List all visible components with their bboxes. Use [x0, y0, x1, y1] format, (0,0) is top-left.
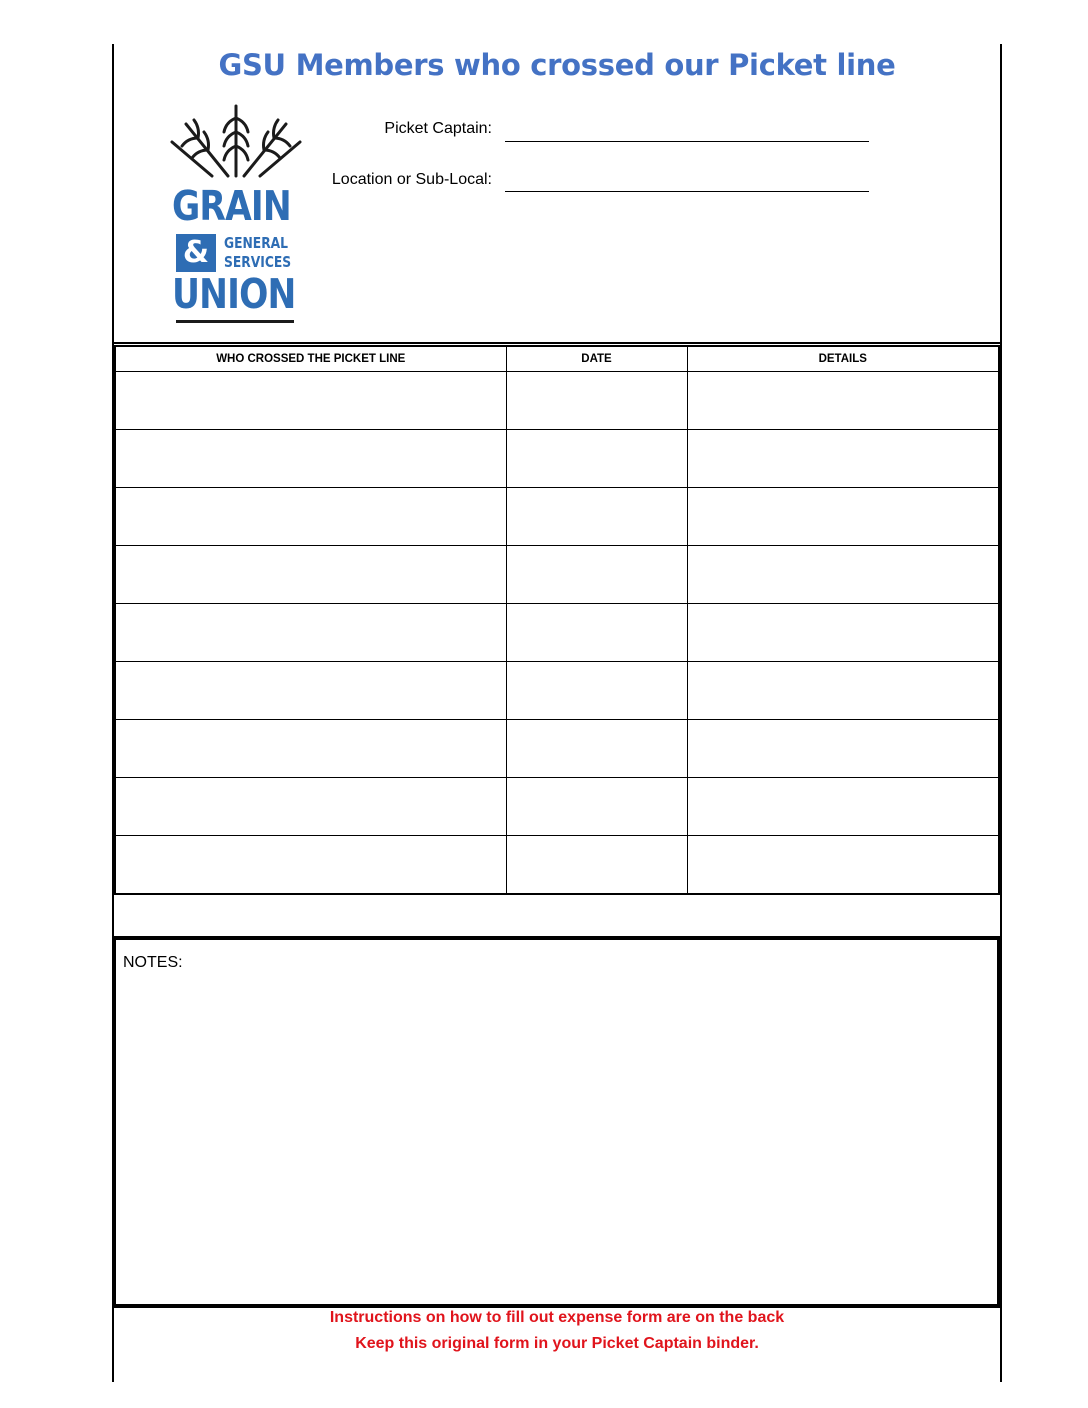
logo-union-text: UNION	[172, 270, 296, 318]
date-cell[interactable]	[506, 662, 687, 720]
picket-captain-label: Picket Captain:	[384, 120, 492, 137]
notes-label: NOTES:	[123, 954, 183, 971]
details-cell[interactable]	[687, 836, 999, 895]
date-cell[interactable]	[506, 604, 687, 662]
logo-general-text: GENERAL	[224, 234, 289, 252]
table-row	[115, 836, 999, 895]
who-cell[interactable]	[115, 430, 506, 488]
column-header-who: WHO CROSSED THE PICKET LINE	[115, 346, 506, 372]
date-cell[interactable]	[506, 836, 687, 895]
logo-ampersand: &	[176, 234, 216, 272]
wheat-sheaf-icon	[168, 104, 304, 184]
gsu-logo	[168, 104, 304, 330]
date-cell[interactable]	[506, 720, 687, 778]
table-row	[115, 488, 999, 546]
logo-underline	[176, 320, 294, 323]
table-row	[115, 604, 999, 662]
date-cell[interactable]	[506, 778, 687, 836]
footer-keep-original: Keep this original form in your Picket Captain binder.	[355, 1335, 759, 1352]
logo-grain-text: GRAIN	[172, 182, 291, 230]
column-header-date: DATE	[506, 346, 687, 372]
footer-divider	[114, 1304, 1000, 1306]
table-row	[115, 430, 999, 488]
table-row	[115, 546, 999, 604]
details-cell[interactable]	[687, 372, 999, 430]
table-header-row	[115, 346, 999, 372]
details-cell[interactable]	[687, 430, 999, 488]
who-cell[interactable]	[115, 546, 506, 604]
column-header-details: DETAILS	[687, 346, 999, 372]
date-cell[interactable]	[506, 546, 687, 604]
table-row	[115, 778, 999, 836]
form-title: GSU Members who crossed our Picket line	[218, 48, 896, 82]
header-separator	[114, 342, 1000, 344]
details-cell[interactable]	[687, 488, 999, 546]
crossing-log-table	[114, 345, 1000, 895]
date-cell[interactable]	[506, 430, 687, 488]
details-cell[interactable]	[687, 546, 999, 604]
details-cell[interactable]	[687, 604, 999, 662]
table-row	[115, 720, 999, 778]
table-row	[115, 662, 999, 720]
picket-captain-field[interactable]	[505, 141, 869, 142]
who-cell[interactable]	[115, 720, 506, 778]
who-cell[interactable]	[115, 604, 506, 662]
date-cell[interactable]	[506, 488, 687, 546]
location-field[interactable]	[505, 191, 869, 192]
details-cell[interactable]	[687, 778, 999, 836]
date-cell[interactable]	[506, 372, 687, 430]
location-label: Location or Sub-Local:	[331, 171, 492, 188]
page-frame-right	[1000, 44, 1002, 1382]
who-cell[interactable]	[115, 836, 506, 895]
notes-box[interactable]	[114, 938, 1000, 1308]
logo-services-text: SERVICES	[224, 253, 292, 271]
who-cell[interactable]	[115, 488, 506, 546]
who-cell[interactable]	[115, 778, 506, 836]
who-cell[interactable]	[115, 662, 506, 720]
table-row	[115, 372, 999, 430]
footer-instructions: Instructions on how to fill out expense form are on the back	[329, 1309, 785, 1326]
details-cell[interactable]	[687, 662, 999, 720]
who-cell[interactable]	[115, 372, 506, 430]
details-cell[interactable]	[687, 720, 999, 778]
